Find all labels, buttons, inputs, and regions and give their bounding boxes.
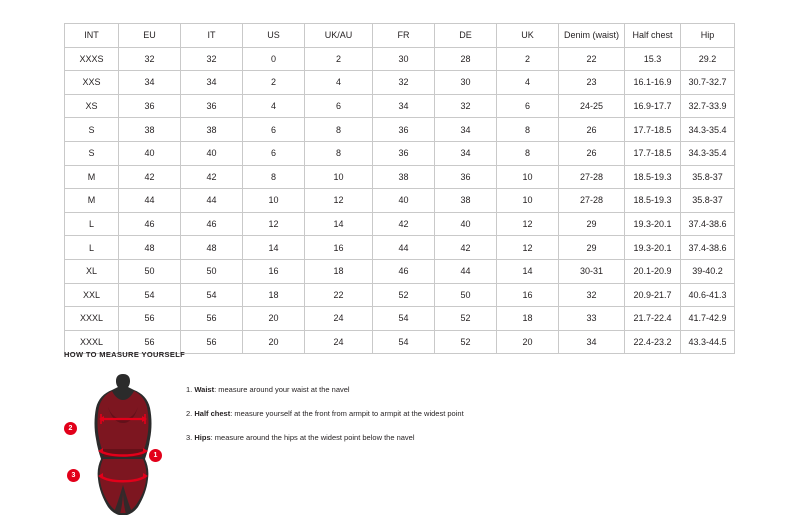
cell-denim-waist: 29	[559, 212, 625, 236]
cell-us: 20	[243, 307, 305, 331]
table-row	[65, 165, 735, 189]
cell-half-chest: 17.7-18.5	[625, 118, 681, 142]
cell-uk: 14	[497, 259, 559, 283]
size-chart-container	[64, 23, 734, 354]
cell-us: 2	[243, 71, 305, 95]
cell-us: 16	[243, 259, 305, 283]
table-row	[65, 71, 735, 95]
cell-us: 12	[243, 212, 305, 236]
cell-half-chest: 15.3	[625, 47, 681, 71]
note-text-hips: : measure around the hips at the widest point below the navel	[210, 432, 415, 442]
column-header-uk-au: UK/AU	[305, 24, 373, 48]
cell-uk-au: 10	[305, 165, 373, 189]
cell-eu: 36	[119, 94, 181, 118]
note-text-half-chest: : measure yourself at the front from armpit to armpit at the widest point	[230, 408, 464, 418]
cell-half-chest: 16.1-16.9	[625, 71, 681, 95]
cell-fr: 36	[373, 141, 435, 165]
cell-hip: 37.4-38.6	[681, 236, 735, 260]
table-row	[65, 307, 735, 331]
cell-de: 40	[435, 212, 497, 236]
cell-uk-au: 22	[305, 283, 373, 307]
cell-half-chest: 20.9-21.7	[625, 283, 681, 307]
table-row	[65, 283, 735, 307]
cell-uk: 6	[497, 94, 559, 118]
cell-denim-waist: 27-28	[559, 189, 625, 213]
cell-eu: 50	[119, 259, 181, 283]
cell-int: XXS	[65, 71, 119, 95]
cell-hip: 37.4-38.6	[681, 212, 735, 236]
cell-eu: 40	[119, 141, 181, 165]
note-number-3: 3.	[186, 432, 193, 442]
cell-int: M	[65, 189, 119, 213]
cell-fr: 38	[373, 165, 435, 189]
cell-fr: 54	[373, 307, 435, 331]
cell-eu: 54	[119, 283, 181, 307]
cell-it: 42	[181, 165, 243, 189]
cell-de: 52	[435, 330, 497, 354]
cell-de: 34	[435, 118, 497, 142]
cell-int: XL	[65, 259, 119, 283]
cell-uk: 4	[497, 71, 559, 95]
how-to-measure-body	[64, 373, 734, 519]
cell-it: 50	[181, 259, 243, 283]
cell-half-chest: 19.3-20.1	[625, 212, 681, 236]
cell-us: 6	[243, 118, 305, 142]
cell-us: 0	[243, 47, 305, 71]
cell-fr: 30	[373, 47, 435, 71]
cell-uk-au: 16	[305, 236, 373, 260]
measure-note-waist	[186, 385, 464, 396]
cell-half-chest: 19.3-20.1	[625, 236, 681, 260]
cell-eu: 48	[119, 236, 181, 260]
cell-it: 36	[181, 94, 243, 118]
cell-us: 20	[243, 330, 305, 354]
cell-it: 38	[181, 118, 243, 142]
cell-eu: 46	[119, 212, 181, 236]
badge-1-waist: 1	[149, 449, 162, 462]
column-header-it: IT	[181, 24, 243, 48]
mannequin-illustration	[82, 373, 164, 519]
how-to-measure-section	[64, 350, 734, 519]
size-chart-table	[64, 23, 735, 354]
cell-uk: 8	[497, 141, 559, 165]
cell-hip: 35.8-37	[681, 189, 735, 213]
cell-it: 44	[181, 189, 243, 213]
column-header-us: US	[243, 24, 305, 48]
cell-de: 38	[435, 189, 497, 213]
cell-eu: 34	[119, 71, 181, 95]
cell-it: 32	[181, 47, 243, 71]
cell-it: 46	[181, 212, 243, 236]
cell-int: L	[65, 236, 119, 260]
cell-it: 54	[181, 283, 243, 307]
cell-denim-waist: 34	[559, 330, 625, 354]
cell-fr: 52	[373, 283, 435, 307]
cell-uk-au: 4	[305, 71, 373, 95]
table-row	[65, 141, 735, 165]
column-header-fr: FR	[373, 24, 435, 48]
table-row	[65, 47, 735, 71]
cell-us: 4	[243, 94, 305, 118]
badge-2-half-chest: 2	[64, 422, 77, 435]
note-term-half-chest: Half chest	[194, 408, 231, 418]
note-term-waist: Waist	[194, 385, 215, 394]
cell-eu: 56	[119, 330, 181, 354]
cell-uk-au: 24	[305, 330, 373, 354]
note-term-hips: Hips	[194, 432, 211, 442]
cell-de: 34	[435, 141, 497, 165]
mannequin-figure-container	[64, 373, 182, 519]
cell-uk-au: 12	[305, 189, 373, 213]
cell-de: 30	[435, 71, 497, 95]
cell-int: XS	[65, 94, 119, 118]
cell-fr: 54	[373, 330, 435, 354]
cell-de: 50	[435, 283, 497, 307]
cell-de: 44	[435, 259, 497, 283]
cell-uk-au: 2	[305, 47, 373, 71]
cell-eu: 56	[119, 307, 181, 331]
table-row	[65, 236, 735, 260]
cell-hip: 34.3-35.4	[681, 141, 735, 165]
cell-hip: 30.7-32.7	[681, 71, 735, 95]
cell-eu: 32	[119, 47, 181, 71]
cell-us: 6	[243, 141, 305, 165]
cell-de: 42	[435, 236, 497, 260]
column-header-eu: EU	[119, 24, 181, 48]
cell-half-chest: 18.5-19.3	[625, 189, 681, 213]
cell-uk: 12	[497, 212, 559, 236]
cell-hip: 43.3-44.5	[681, 330, 735, 354]
cell-fr: 42	[373, 212, 435, 236]
cell-us: 10	[243, 189, 305, 213]
cell-de: 28	[435, 47, 497, 71]
cell-half-chest: 21.7-22.4	[625, 307, 681, 331]
cell-hip: 29.2	[681, 47, 735, 71]
cell-half-chest: 16.9-17.7	[625, 94, 681, 118]
cell-us: 14	[243, 236, 305, 260]
column-header-half-chest: Half chest	[625, 24, 681, 48]
table-row	[65, 94, 735, 118]
cell-uk: 20	[497, 330, 559, 354]
cell-half-chest: 22.4-23.2	[625, 330, 681, 354]
cell-hip: 34.3-35.4	[681, 118, 735, 142]
cell-fr: 40	[373, 189, 435, 213]
cell-uk: 8	[497, 118, 559, 142]
column-header-denim-waist: Denim (waist)	[559, 24, 625, 48]
note-number-1: 1.	[186, 385, 193, 394]
cell-de: 36	[435, 165, 497, 189]
measure-notes-list	[182, 373, 464, 457]
cell-hip: 35.8-37	[681, 165, 735, 189]
table-row	[65, 189, 735, 213]
cell-half-chest: 18.5-19.3	[625, 165, 681, 189]
cell-denim-waist: 29	[559, 236, 625, 260]
cell-uk: 10	[497, 189, 559, 213]
measure-note-hips	[186, 433, 464, 444]
table-row	[65, 259, 735, 283]
cell-it: 40	[181, 141, 243, 165]
cell-hip: 41.7-42.9	[681, 307, 735, 331]
column-header-de: DE	[435, 24, 497, 48]
cell-uk: 16	[497, 283, 559, 307]
cell-denim-waist: 30-31	[559, 259, 625, 283]
cell-denim-waist: 32	[559, 283, 625, 307]
cell-denim-waist: 27-28	[559, 165, 625, 189]
cell-us: 18	[243, 283, 305, 307]
cell-denim-waist: 24-25	[559, 94, 625, 118]
cell-fr: 46	[373, 259, 435, 283]
cell-uk: 10	[497, 165, 559, 189]
cell-it: 48	[181, 236, 243, 260]
note-number-2: 2.	[186, 408, 193, 418]
cell-eu: 44	[119, 189, 181, 213]
column-header-int: INT	[65, 24, 119, 48]
cell-uk-au: 8	[305, 118, 373, 142]
table-header-row	[65, 24, 735, 48]
cell-us: 8	[243, 165, 305, 189]
column-header-hip: Hip	[681, 24, 735, 48]
cell-int: S	[65, 141, 119, 165]
cell-it: 56	[181, 330, 243, 354]
cell-fr: 34	[373, 94, 435, 118]
cell-hip: 39-40.2	[681, 259, 735, 283]
cell-uk-au: 24	[305, 307, 373, 331]
cell-de: 32	[435, 94, 497, 118]
cell-int: XXXL	[65, 307, 119, 331]
cell-uk: 12	[497, 236, 559, 260]
cell-eu: 38	[119, 118, 181, 142]
cell-uk-au: 6	[305, 94, 373, 118]
cell-uk-au: 18	[305, 259, 373, 283]
cell-de: 52	[435, 307, 497, 331]
cell-it: 56	[181, 307, 243, 331]
cell-fr: 32	[373, 71, 435, 95]
table-row	[65, 212, 735, 236]
cell-fr: 36	[373, 118, 435, 142]
cell-uk-au: 8	[305, 141, 373, 165]
cell-denim-waist: 23	[559, 71, 625, 95]
cell-int: XXXL	[65, 330, 119, 354]
cell-int: S	[65, 118, 119, 142]
cell-fr: 44	[373, 236, 435, 260]
cell-half-chest: 17.7-18.5	[625, 141, 681, 165]
cell-uk-au: 14	[305, 212, 373, 236]
cell-hip: 32.7-33.9	[681, 94, 735, 118]
cell-int: L	[65, 212, 119, 236]
cell-denim-waist: 26	[559, 141, 625, 165]
cell-denim-waist: 26	[559, 118, 625, 142]
measure-note-half-chest	[186, 409, 464, 420]
cell-it: 34	[181, 71, 243, 95]
badge-3-hips: 3	[67, 469, 80, 482]
cell-int: XXXS	[65, 47, 119, 71]
cell-int: XXL	[65, 283, 119, 307]
cell-uk: 18	[497, 307, 559, 331]
column-header-uk: UK	[497, 24, 559, 48]
how-to-measure-title: HOW TO MEASURE YOURSELF	[64, 350, 186, 359]
cell-denim-waist: 33	[559, 307, 625, 331]
cell-eu: 42	[119, 165, 181, 189]
cell-int: M	[65, 165, 119, 189]
cell-hip: 40.6-41.3	[681, 283, 735, 307]
cell-half-chest: 20.1-20.9	[625, 259, 681, 283]
cell-denim-waist: 22	[559, 47, 625, 71]
note-text-waist: : measure around your waist at the navel	[214, 385, 350, 394]
cell-uk: 2	[497, 47, 559, 71]
table-row	[65, 118, 735, 142]
